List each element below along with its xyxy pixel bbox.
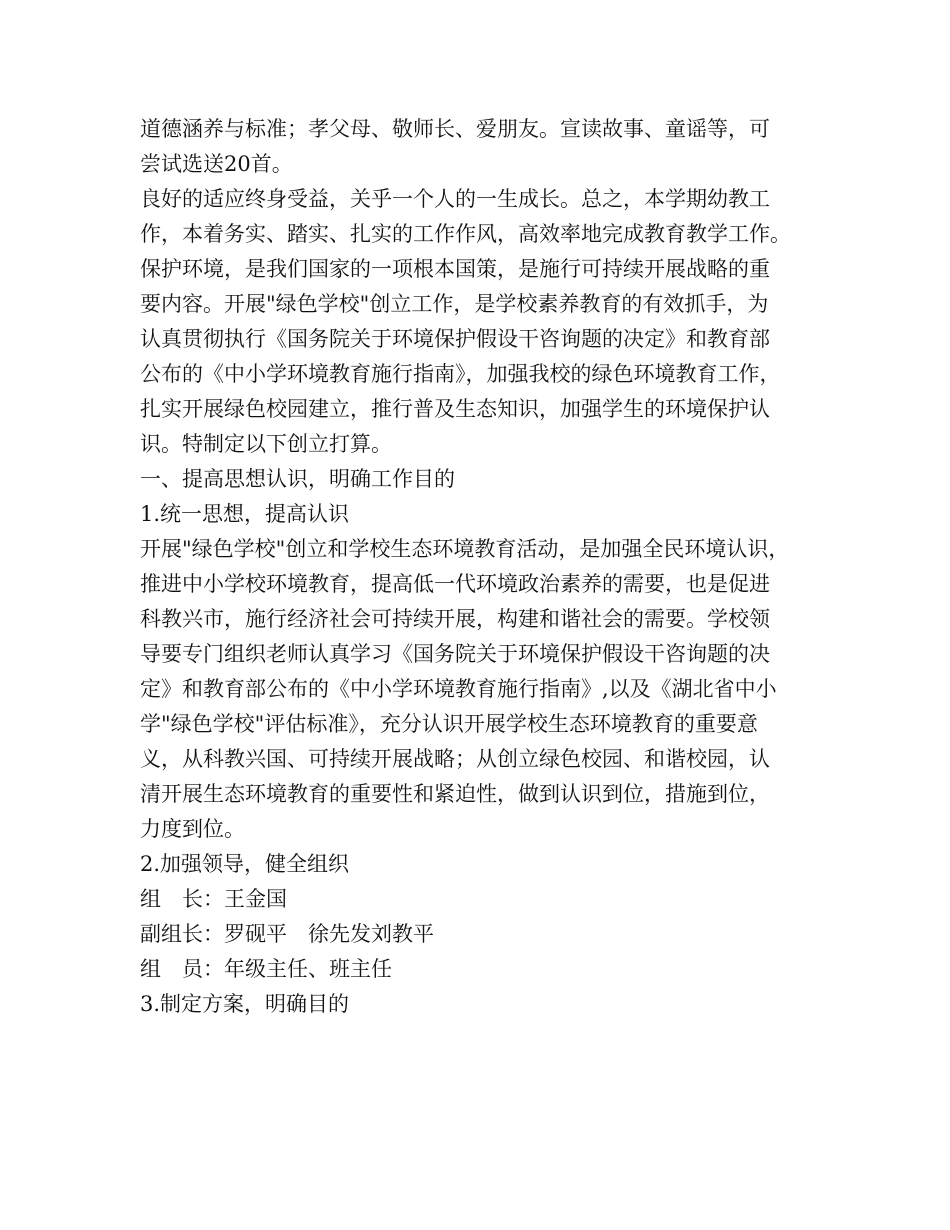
- text-line: 推进中小学校环境教育，提高低一代环境政治素养的需要，也是促进: [140, 572, 770, 596]
- text-line: 尝试选送20首。: [140, 152, 293, 176]
- text-line: 开展"绿色学校"创立和学校生态环境教育活动，是加强全民环境认识，: [140, 537, 790, 561]
- text-line: 公布的《中小学环境教育施行指南》，加强我校的绿色环境教育工作，: [140, 362, 781, 386]
- deputy-leader-entry: 副组长：罗砚平 徐先发刘教平: [140, 922, 434, 946]
- text-line: 良好的适应终身受益，关乎一个人的一生成长。总之，本学期幼教工: [140, 187, 770, 211]
- text-line: 认真贯彻执行《国务院关于环境保护假设干咨询题的决定》和教育部: [140, 327, 770, 351]
- subsection-heading: 3.制定方案，明确目的: [140, 992, 350, 1016]
- subsection-heading: 1.统一思想，提高认识: [140, 502, 350, 526]
- text-line: 扎实开展绿色校园建立，推行普及生态知识，加强学生的环境保护认: [140, 397, 770, 421]
- text-line: 清开展生态环境教育的重要性和紧迫性，做到认识到位，措施到位，: [140, 782, 770, 806]
- text-line: 作，本着务实、踏实、扎实的工作作风，高效率地完成教育教学工作。: [140, 222, 791, 246]
- text-line: 道德涵养与标准；孝父母、敬师长、爱朋友。宣读故事、童谣等，可: [140, 117, 770, 141]
- text-line: 力度到位。: [140, 817, 245, 841]
- text-line: 定》和教育部公布的《中小学环境教育施行指南》,以及《湖北省中小: [140, 677, 777, 701]
- leader-entry: 组 长：王金国: [140, 887, 287, 911]
- section-heading: 一、提高思想认识，明确工作目的: [140, 467, 455, 491]
- subsection-heading: 2.加强领导，健全组织: [140, 852, 350, 876]
- document-body: [140, 112, 830, 1022]
- text-line: 义，从科教兴国、可持续开展战略；从创立绿色校园、和谐校园，认: [140, 747, 770, 771]
- text-line: 保护环境，是我们国家的一项根本国策，是施行可持续开展战略的重: [140, 257, 770, 281]
- member-entry: 组 员：年级主任、班主任: [140, 957, 392, 981]
- text-line: 导要专门组织老师认真学习《国务院关于环境保护假设干咨询题的决: [140, 642, 770, 666]
- text-line: 识。特制定以下创立打算。: [140, 432, 392, 456]
- text-line: 要内容。开展"绿色学校"创立工作，是学校素养教育的有效抓手，为: [140, 292, 769, 316]
- text-line: 学"绿色学校"评估标准》，充分认识开展学校生态环境教育的重要意: [140, 712, 758, 736]
- text-line: 科教兴市，施行经济社会可持续开展，构建和谐社会的需要。学校领: [140, 607, 770, 631]
